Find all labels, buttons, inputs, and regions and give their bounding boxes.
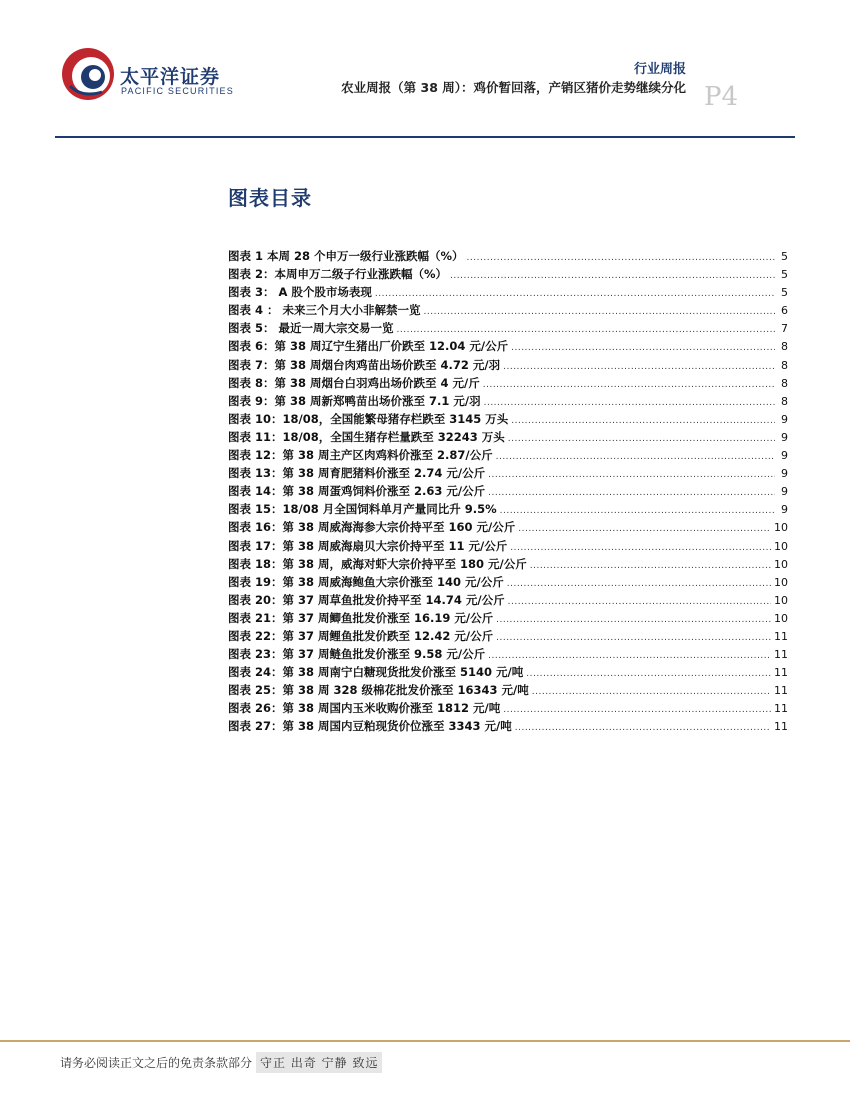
toc-entry[interactable] bbox=[228, 447, 788, 465]
toc-leader-dots bbox=[511, 416, 775, 426]
toc-heading: 图表目录 bbox=[228, 186, 312, 210]
toc-entry-page: 11 bbox=[774, 629, 788, 643]
toc-entry[interactable] bbox=[228, 610, 788, 628]
toc-entry-label: 图表 15：18/08 月全国饲料单月产量同比升 9.5% bbox=[228, 502, 497, 517]
toc-leader-dots bbox=[503, 362, 775, 372]
toc-leader-dots bbox=[424, 307, 775, 317]
brand-name-cn: 太平洋证券 bbox=[120, 66, 221, 88]
toc-entry[interactable] bbox=[228, 592, 788, 610]
toc-entry-label: 图表 9：第 38 周新郑鸭苗出场价涨至 7.1 元/羽 bbox=[228, 393, 481, 408]
toc-entry-page: 11 bbox=[774, 702, 788, 716]
toc-entry-label: 图表 10：18/08，全国能繁母猪存栏跌至 3145 万头 bbox=[228, 411, 509, 426]
brand-name-en: PACIFIC SECURITIES bbox=[121, 86, 234, 96]
toc-entry-page: 10 bbox=[774, 575, 788, 589]
toc-entry-page: 11 bbox=[774, 666, 788, 680]
toc-entry[interactable] bbox=[228, 501, 788, 519]
toc-entry[interactable] bbox=[228, 682, 788, 700]
page-prefix: P bbox=[704, 82, 722, 112]
toc-entry-label: 图表 19：第 38 周威海鲍鱼大宗价涨至 140 元/公斤 bbox=[228, 574, 504, 589]
toc-leader-dots bbox=[500, 506, 775, 516]
toc-entry-page: 10 bbox=[774, 539, 788, 553]
toc-entry-page: 5 bbox=[781, 286, 788, 300]
toc-entry-page: 5 bbox=[781, 250, 788, 263]
toc-leader-dots bbox=[503, 705, 771, 715]
toc-entry-page: 10 bbox=[774, 593, 788, 607]
toc-entry-label: 图表 8：第 38 周烟台白羽鸡出场价跌至 4 元/斤 bbox=[228, 375, 480, 390]
document-type: 行业周报 bbox=[633, 62, 686, 77]
page-number-value: 4 bbox=[721, 82, 739, 112]
toc-entry-label: 图表 13：第 38 周育肥猪料价涨至 2.74 元/公斤 bbox=[228, 466, 486, 481]
toc-leader-dots bbox=[375, 289, 775, 299]
footer-disclaimer: 请务必阅读正文之后的免责条款部分 bbox=[60, 1056, 253, 1070]
toc-entry[interactable] bbox=[228, 465, 788, 483]
toc-entry[interactable] bbox=[228, 574, 788, 592]
toc-entry[interactable] bbox=[228, 538, 788, 556]
page-footer bbox=[60, 1052, 382, 1073]
toc-leader-dots bbox=[507, 579, 771, 589]
toc-entry[interactable] bbox=[228, 357, 788, 375]
toc-entry-label: 图表 17：第 38 周威海扇贝大宗价持平至 11 元/公斤 bbox=[228, 538, 508, 553]
toc-entry-label: 图表 7：第 38 周烟台肉鸡苗出场价跌至 4.72 元/羽 bbox=[228, 357, 501, 372]
toc-entry-page: 8 bbox=[781, 340, 788, 354]
toc-entry[interactable] bbox=[228, 718, 788, 736]
toc-entry-page: 9 bbox=[781, 412, 788, 426]
toc-entry[interactable] bbox=[228, 483, 788, 501]
toc-entry-page: 11 bbox=[774, 720, 788, 734]
toc-entry[interactable] bbox=[228, 646, 788, 664]
footer-motto: 守正 出奇 宁静 致远 bbox=[256, 1052, 382, 1073]
toc-entry-label: 图表 4 ： 未来三个月大小非解禁一览 bbox=[228, 303, 421, 318]
toc-entry-page: 8 bbox=[781, 358, 788, 372]
toc-entry[interactable] bbox=[228, 664, 788, 682]
toc-entry[interactable] bbox=[228, 284, 788, 302]
toc-leader-dots bbox=[496, 615, 771, 625]
toc-entry-label: 图表 1 本周 28 个申万一级行业涨跌幅（%） bbox=[228, 249, 464, 263]
page-number bbox=[704, 74, 738, 117]
toc-entry[interactable] bbox=[228, 628, 788, 646]
toc-entry[interactable] bbox=[228, 266, 788, 284]
toc-entry-label: 图表 22：第 37 周鲤鱼批发价跌至 12.42 元/公斤 bbox=[228, 628, 494, 643]
toc-leader-dots bbox=[532, 687, 771, 697]
toc-leader-dots bbox=[508, 434, 775, 444]
toc-entry-page: 8 bbox=[781, 376, 788, 390]
toc-leader-dots bbox=[511, 343, 775, 353]
toc-entry-page: 7 bbox=[781, 322, 788, 336]
toc-leader-dots bbox=[496, 633, 771, 643]
toc-entry-label: 图表 27：第 38 周国内豆粕现货价位涨至 3343 元/吨 bbox=[228, 719, 512, 734]
toc-entry-label: 图表 12：第 38 周主产区肉鸡料价涨至 2.87/公斤 bbox=[228, 448, 493, 463]
toc-entry[interactable] bbox=[228, 375, 788, 393]
header-divider bbox=[55, 136, 795, 138]
toc-leader-dots bbox=[488, 651, 771, 661]
toc-entry-label: 图表 24：第 38 周南宁白糖现货批发价涨至 5140 元/吨 bbox=[228, 665, 524, 680]
toc-entry-page: 11 bbox=[774, 684, 788, 698]
toc-entry-label: 图表 14：第 38 周蛋鸡饲料价涨至 2.63 元/公斤 bbox=[228, 484, 486, 499]
toc-entry-page: 10 bbox=[774, 611, 788, 625]
page-header bbox=[0, 0, 850, 140]
toc-entry-label: 图表 23：第 37 周鲢鱼批发价涨至 9.58 元/公斤 bbox=[228, 647, 486, 662]
document-title: 农业周报（第 38 周）：鸡价暂回落，产销区猪价走势继续分化 bbox=[341, 80, 686, 95]
toc-leader-dots bbox=[450, 271, 775, 281]
toc-entry-label: 图表 11：18/08，全国生猪存栏量跌至 32243 万头 bbox=[228, 429, 505, 444]
toc-leader-dots bbox=[510, 543, 771, 553]
toc-entry-label: 图表 26：第 38 周国内玉米收购价涨至 1812 元/吨 bbox=[228, 701, 501, 716]
toc-entry-label: 图表 16：第 38 周威海海参大宗价持平至 160 元/公斤 bbox=[228, 520, 516, 535]
toc-entry[interactable] bbox=[228, 700, 788, 718]
footer-divider bbox=[0, 1040, 850, 1042]
toc-entry[interactable] bbox=[228, 393, 788, 411]
toc-entry-label: 图表 20：第 37 周草鱼批发价持平至 14.74 元/公斤 bbox=[228, 592, 505, 607]
toc-entry-label: 图表 25：第 38 周 328 级棉花批发价涨至 16343 元/吨 bbox=[228, 683, 529, 698]
toc-entry[interactable] bbox=[228, 411, 788, 429]
toc-entry-label: 图表 3： A 股个股市场表现 bbox=[228, 285, 372, 300]
toc-entry[interactable] bbox=[228, 302, 788, 320]
toc-entry-label: 图表 2：本周申万二级子行业涨跌幅（%） bbox=[228, 267, 448, 282]
toc-entry[interactable] bbox=[228, 429, 788, 447]
toc-entry-label: 图表 18：第 38 周，威海对虾大宗价持平至 180 元/公斤 bbox=[228, 556, 527, 571]
toc-entry-page: 9 bbox=[781, 485, 788, 499]
toc-leader-dots bbox=[397, 325, 775, 335]
toc-entry-page: 11 bbox=[774, 648, 788, 662]
toc-leader-dots bbox=[526, 669, 771, 679]
toc-leader-dots bbox=[518, 524, 771, 534]
toc-leader-dots bbox=[515, 723, 771, 733]
toc-entry[interactable] bbox=[228, 556, 788, 574]
toc-entry-label: 图表 21：第 37 周鲫鱼批发价涨至 16.19 元/公斤 bbox=[228, 610, 494, 625]
toc-entry[interactable] bbox=[228, 338, 788, 356]
toc-entry-page: 9 bbox=[781, 467, 788, 481]
toc-leader-dots bbox=[467, 253, 775, 263]
pacific-securities-logo-icon bbox=[60, 46, 116, 102]
toc-leader-dots bbox=[508, 597, 771, 607]
toc-entry[interactable] bbox=[228, 320, 788, 338]
toc-leader-dots bbox=[496, 452, 775, 462]
toc-entry-label: 图表 5： 最近一周大宗交易一览 bbox=[228, 321, 394, 336]
toc-entry-page: 6 bbox=[781, 304, 788, 318]
toc-entry[interactable] bbox=[228, 519, 788, 537]
toc-leader-dots bbox=[483, 380, 775, 390]
toc-entry[interactable] bbox=[228, 248, 788, 266]
toc-leader-dots bbox=[530, 561, 771, 571]
toc-entry-page: 9 bbox=[781, 430, 788, 444]
toc-entry-label: 图表 6：第 38 周辽宁生猪出厂价跌至 12.04 元/公斤 bbox=[228, 339, 509, 354]
toc-entry-page: 5 bbox=[781, 268, 788, 282]
toc-leader-dots bbox=[488, 488, 775, 498]
toc-entry-page: 9 bbox=[781, 503, 788, 517]
toc-entry-page: 10 bbox=[774, 521, 788, 535]
table-of-figures bbox=[228, 248, 788, 737]
toc-leader-dots bbox=[484, 398, 775, 408]
toc-entry-page: 10 bbox=[774, 557, 788, 571]
toc-entry-page: 8 bbox=[781, 394, 788, 408]
toc-leader-dots bbox=[488, 470, 775, 480]
toc-entry-page: 9 bbox=[781, 449, 788, 463]
